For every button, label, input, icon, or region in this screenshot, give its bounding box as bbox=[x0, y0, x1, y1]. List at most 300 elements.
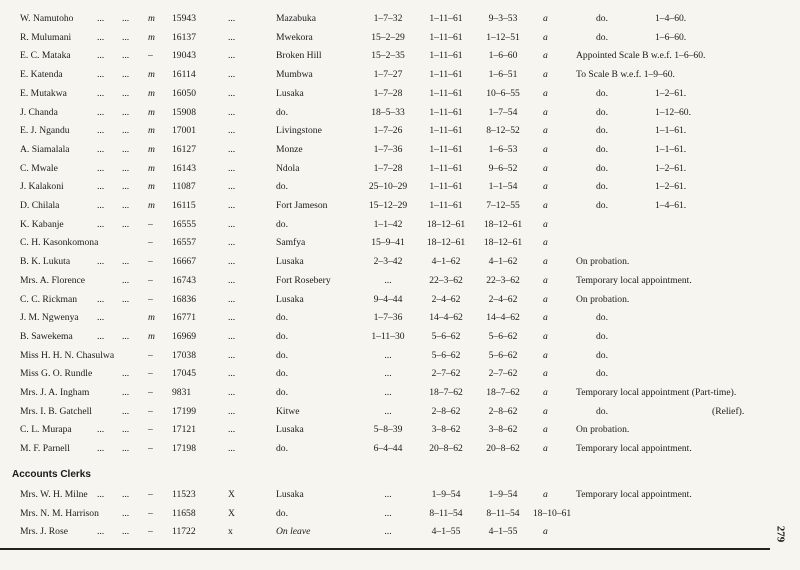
marker-cell: ... bbox=[228, 162, 236, 174]
remarks-cell: do. bbox=[596, 143, 608, 155]
appointment-date-cell: 5–6–62 bbox=[431, 349, 461, 361]
number-cell: 19043 bbox=[172, 50, 196, 62]
name-cell: K. Kabanje bbox=[20, 218, 64, 230]
table-row bbox=[0, 85, 800, 103]
appointment-date-cell: 4–1–62 bbox=[431, 256, 461, 268]
leader-dots: ... bbox=[122, 162, 130, 174]
table-row bbox=[0, 160, 800, 178]
station-cell: do. bbox=[276, 368, 288, 380]
class-cell: a bbox=[543, 237, 548, 249]
remarks-date-cell: 1–2–61. bbox=[655, 87, 687, 99]
table-row bbox=[0, 421, 800, 439]
remarks-cell: On probation. bbox=[576, 293, 630, 305]
table-row bbox=[0, 178, 800, 196]
remarks-date-cell: 1–1–61. bbox=[655, 125, 687, 137]
marital-flag-cell: – bbox=[148, 237, 153, 249]
number-cell: 16555 bbox=[172, 218, 196, 230]
station-cell: Lusaka bbox=[276, 87, 304, 99]
leader-dots: ... bbox=[97, 162, 105, 174]
class-cell: a bbox=[543, 87, 548, 99]
remarks-cell: do. bbox=[596, 405, 608, 417]
service-date-cell: 1–1–54 bbox=[488, 181, 518, 193]
service-date-cell: 9–6–52 bbox=[488, 162, 518, 174]
marital-flag-cell: m bbox=[148, 330, 155, 342]
birth-date-cell: ... bbox=[384, 489, 392, 500]
marital-flag-cell: – bbox=[148, 387, 153, 398]
marital-flag-cell: – bbox=[148, 443, 153, 455]
name-cell: C. C. Rickman bbox=[20, 293, 78, 305]
leader-dots: ... bbox=[122, 13, 130, 24]
remarks-cell: do. bbox=[596, 106, 608, 118]
table-row bbox=[0, 403, 800, 421]
name-cell: Miss H. H. N. Chasulwa bbox=[20, 349, 115, 361]
remarks-cell: do. bbox=[596, 162, 608, 174]
number-cell: 11087 bbox=[172, 181, 196, 193]
leader-dots: ... bbox=[97, 31, 105, 43]
birth-date-cell: 1–7–28 bbox=[373, 162, 403, 174]
leader-dots: ... bbox=[122, 526, 130, 537]
section-heading: Accounts Clerks bbox=[12, 469, 91, 480]
marital-flag-cell: – bbox=[148, 368, 153, 380]
leader-dots: ... bbox=[97, 13, 105, 24]
number-cell: 17198 bbox=[172, 443, 196, 455]
leader-dots: ... bbox=[97, 424, 105, 436]
class-cell: a bbox=[543, 200, 548, 211]
station-cell: Fort Jameson bbox=[276, 200, 328, 211]
class-cell: a bbox=[543, 293, 548, 305]
service-date-cell: 18–12–61 bbox=[483, 218, 523, 230]
bottom-rule bbox=[0, 548, 770, 550]
station-cell: Lusaka bbox=[276, 489, 304, 500]
birth-date-cell: 1–7–27 bbox=[373, 69, 403, 81]
remarks-date-cell: 1–4–61. bbox=[655, 200, 687, 211]
class-cell: a bbox=[543, 349, 548, 361]
appointment-date-cell: 1–11–61 bbox=[429, 125, 463, 137]
leader-dots: ... bbox=[122, 387, 130, 398]
name-cell: A. Siamalala bbox=[20, 143, 70, 155]
marital-flag-cell: – bbox=[148, 405, 153, 417]
service-date-cell: 8–12–52 bbox=[486, 125, 520, 137]
class-cell: a bbox=[543, 526, 548, 537]
marital-flag-cell: – bbox=[148, 507, 153, 519]
service-date-cell: 8–11–54 bbox=[486, 507, 520, 519]
number-cell: 17045 bbox=[172, 368, 196, 380]
birth-date-cell: 15–12–29 bbox=[368, 200, 408, 211]
station-cell: Lusaka bbox=[276, 256, 304, 268]
leader-dots: ... bbox=[97, 293, 105, 305]
birth-date-cell: ... bbox=[384, 405, 392, 417]
marital-flag-cell: m bbox=[148, 162, 155, 174]
leader-dots: ... bbox=[97, 143, 105, 155]
marital-flag-cell: – bbox=[148, 218, 153, 230]
service-date-cell: 20–8–62 bbox=[486, 443, 520, 455]
marital-flag-cell: m bbox=[148, 106, 155, 118]
number-cell: 11523 bbox=[172, 489, 196, 500]
marker-cell: ... bbox=[228, 443, 236, 455]
birth-date-cell: 1–7–36 bbox=[373, 312, 403, 324]
class-cell: a bbox=[543, 368, 548, 380]
appointment-date-cell: 1–11–61 bbox=[429, 162, 463, 174]
station-cell: do. bbox=[276, 218, 288, 230]
marital-flag-cell: – bbox=[148, 349, 153, 361]
leader-dots: ... bbox=[122, 69, 130, 81]
name-cell: Mrs. A. Florence bbox=[20, 274, 86, 286]
remarks-cell: do. bbox=[596, 200, 608, 211]
appointment-date-cell: 1–11–61 bbox=[429, 181, 463, 193]
name-cell: J. Kalakoni bbox=[20, 181, 64, 193]
name-cell: B. Sawekema bbox=[20, 330, 73, 342]
number-cell: 17199 bbox=[172, 405, 196, 417]
remarks-date-cell: 1–4–60. bbox=[655, 13, 687, 24]
appointment-date-cell: 1–11–61 bbox=[429, 13, 463, 24]
class-cell: a bbox=[543, 218, 548, 230]
appointment-date-cell: 1–11–61 bbox=[429, 143, 463, 155]
number-cell: 16836 bbox=[172, 293, 196, 305]
birth-date-cell: 6–4–44 bbox=[373, 443, 403, 455]
number-cell: 17121 bbox=[172, 424, 196, 436]
marital-flag-cell: – bbox=[148, 256, 153, 268]
marker-cell: ... bbox=[228, 274, 236, 286]
name-cell: R. Mulumani bbox=[20, 31, 72, 43]
marital-flag-cell: m bbox=[148, 13, 155, 24]
name-cell: E. Mutakwa bbox=[20, 87, 67, 99]
marker-cell: ... bbox=[228, 69, 236, 81]
number-cell: 16115 bbox=[172, 200, 196, 211]
marital-flag-cell: m bbox=[148, 312, 155, 324]
marker-cell: ... bbox=[228, 349, 236, 361]
birth-date-cell: ... bbox=[384, 387, 392, 398]
name-cell: J. Chanda bbox=[20, 106, 58, 118]
remarks-date-cell: 1–12–60. bbox=[655, 106, 691, 118]
leader-dots: ... bbox=[97, 69, 105, 81]
station-cell: do. bbox=[276, 349, 288, 361]
appointment-date-cell: 14–4–62 bbox=[429, 312, 463, 324]
page-number: 279 bbox=[774, 525, 787, 543]
class-cell: a bbox=[543, 330, 548, 342]
birth-date-cell: 15–2–29 bbox=[371, 31, 405, 43]
table-row bbox=[0, 505, 800, 523]
service-date-cell: 22–3–62 bbox=[486, 274, 520, 286]
marital-flag-cell: m bbox=[148, 200, 155, 211]
table-row bbox=[0, 216, 800, 234]
birth-date-cell: 9–4–44 bbox=[373, 293, 403, 305]
marker-cell: ... bbox=[228, 368, 236, 380]
name-cell: Mrs. J. Rose bbox=[20, 526, 68, 537]
table-row bbox=[0, 486, 800, 504]
leader-dots: ... bbox=[97, 125, 105, 137]
station-cell: On leave bbox=[276, 526, 311, 537]
class-cell: a bbox=[543, 162, 548, 174]
marker-cell: ... bbox=[228, 237, 236, 249]
class-cell: a bbox=[543, 274, 548, 286]
appointment-date-cell: 1–11–61 bbox=[429, 69, 463, 81]
station-cell: Mumbwa bbox=[276, 69, 313, 81]
service-date-cell: 7–12–55 bbox=[486, 200, 520, 211]
table-row bbox=[0, 253, 800, 271]
number-cell: 16771 bbox=[172, 312, 196, 324]
remarks-cell: Appointed Scale B w.e.f. 1–6–60. bbox=[576, 50, 706, 62]
marker-cell: ... bbox=[228, 87, 236, 99]
table-row bbox=[0, 141, 800, 159]
marital-flag-cell: – bbox=[148, 50, 153, 62]
number-cell: 16743 bbox=[172, 274, 196, 286]
marker-cell: ... bbox=[228, 330, 236, 342]
birth-date-cell: 1–7–28 bbox=[373, 87, 403, 99]
marker-cell: ... bbox=[228, 143, 236, 155]
class-cell: a bbox=[543, 31, 548, 43]
table-row bbox=[0, 309, 800, 327]
name-cell: B. K. Lukuta bbox=[20, 256, 71, 268]
number-cell: 17038 bbox=[172, 349, 196, 361]
number-cell: 9831 bbox=[172, 387, 192, 398]
leader-dots: ... bbox=[122, 50, 130, 62]
class-cell: a bbox=[543, 256, 548, 268]
birth-date-cell: 25–10–29 bbox=[368, 181, 408, 193]
remarks-cell: do. bbox=[596, 312, 608, 324]
service-date-cell: 4–1–62 bbox=[488, 256, 518, 268]
appointment-date-cell: 1–11–61 bbox=[429, 200, 463, 211]
class-cell: a bbox=[543, 143, 548, 155]
birth-date-cell: ... bbox=[384, 368, 392, 380]
number-cell: 16114 bbox=[172, 69, 196, 81]
birth-date-cell: 5–8–39 bbox=[373, 424, 403, 436]
remarks-date-cell: 1–2–61. bbox=[655, 181, 687, 193]
class-cell: a bbox=[543, 443, 548, 455]
appointment-date-cell: 5–6–62 bbox=[431, 330, 461, 342]
remarks-date-cell: 1–6–60. bbox=[655, 31, 687, 43]
service-date-cell: 3–8–62 bbox=[488, 424, 518, 436]
service-date-cell: 9–3–53 bbox=[488, 13, 518, 24]
remarks-cell: do. bbox=[596, 349, 608, 361]
name-cell: C. Mwale bbox=[20, 162, 58, 174]
marker-cell: ... bbox=[228, 50, 236, 62]
class-cell: a bbox=[543, 405, 548, 417]
marital-flag-cell: – bbox=[148, 489, 153, 500]
number-cell: 16557 bbox=[172, 237, 196, 249]
birth-date-cell: ... bbox=[384, 526, 392, 537]
birth-date-cell: 1–7–36 bbox=[373, 143, 403, 155]
marital-flag-cell: – bbox=[148, 424, 153, 436]
service-date-cell: 1–12–51 bbox=[486, 31, 520, 43]
appointment-date-cell: 18–12–61 bbox=[426, 218, 466, 230]
class-cell: a bbox=[543, 13, 548, 24]
appointment-date-cell: 22–3–62 bbox=[429, 274, 463, 286]
marker-cell: ... bbox=[228, 218, 236, 230]
service-date-cell: 1–9–54 bbox=[488, 489, 518, 500]
marital-flag-cell: – bbox=[148, 526, 153, 537]
leader-dots: ... bbox=[122, 200, 130, 211]
table-row bbox=[0, 272, 800, 290]
remarks-cell: Temporary local appointment. bbox=[576, 443, 692, 455]
class-cell: a bbox=[543, 387, 548, 398]
name-cell: Mrs. J. A. Ingham bbox=[20, 387, 90, 398]
station-cell: Lusaka bbox=[276, 293, 304, 305]
service-date-cell: 5–6–62 bbox=[488, 349, 518, 361]
class-cell: a bbox=[543, 181, 548, 193]
class-cell: a bbox=[543, 312, 548, 324]
number-cell: 15908 bbox=[172, 106, 196, 118]
remarks-cell: To Scale B w.e.f. 1–9–60. bbox=[576, 69, 675, 81]
leader-dots: ... bbox=[122, 106, 130, 118]
marital-flag-cell: m bbox=[148, 31, 155, 43]
name-cell: D. Chilala bbox=[20, 200, 60, 211]
class-cell: a bbox=[543, 125, 548, 137]
leader-dots: ... bbox=[97, 526, 105, 537]
service-date-cell: 1–7–54 bbox=[488, 106, 518, 118]
station-cell: Mwekora bbox=[276, 31, 313, 43]
birth-date-cell: ... bbox=[384, 274, 392, 286]
leader-dots: ... bbox=[122, 405, 130, 417]
service-date-cell: 18–12–61 bbox=[483, 237, 523, 249]
leader-dots: ... bbox=[122, 87, 130, 99]
service-date-cell: 18–7–62 bbox=[486, 387, 520, 398]
number-cell: 11658 bbox=[172, 507, 196, 519]
remarks-cell: do. bbox=[596, 31, 608, 43]
service-date-cell: 1–6–51 bbox=[488, 69, 518, 81]
service-date-cell: 1–6–60 bbox=[488, 50, 518, 62]
station-cell: Broken Hill bbox=[276, 50, 322, 62]
marital-flag-cell: m bbox=[148, 87, 155, 99]
table-row bbox=[0, 347, 800, 365]
leader-dots: ... bbox=[97, 50, 105, 62]
appointment-date-cell: 2–8–62 bbox=[431, 405, 461, 417]
station-cell: do. bbox=[276, 330, 288, 342]
remarks-cell: On probation. bbox=[576, 256, 630, 268]
station-cell: Kitwe bbox=[276, 405, 300, 417]
birth-date-cell: 2–3–42 bbox=[373, 256, 403, 268]
marital-flag-cell: m bbox=[148, 69, 155, 81]
marker-cell: X bbox=[228, 489, 235, 500]
service-date-cell: 2–4–62 bbox=[488, 293, 518, 305]
station-cell: do. bbox=[276, 387, 288, 398]
station-cell: Monze bbox=[276, 143, 303, 155]
class-cell: a bbox=[543, 69, 548, 81]
number-cell: 16137 bbox=[172, 31, 196, 43]
table-row bbox=[0, 197, 800, 215]
birth-date-cell: 1–1–42 bbox=[373, 218, 403, 230]
table-row bbox=[0, 234, 800, 252]
class-cell: a bbox=[543, 50, 548, 62]
table-row bbox=[0, 47, 800, 65]
table-row bbox=[0, 10, 800, 28]
service-date-cell: 10–6–55 bbox=[486, 87, 520, 99]
station-cell: do. bbox=[276, 507, 288, 519]
leader-dots: ... bbox=[97, 218, 105, 230]
leader-dots: ... bbox=[122, 330, 130, 342]
marker-cell: ... bbox=[228, 200, 236, 211]
marital-flag-cell: – bbox=[148, 274, 153, 286]
appointment-date-cell: 1–11–61 bbox=[429, 106, 463, 118]
name-cell: Mrs. N. M. Harrison bbox=[20, 507, 99, 519]
appointment-date-cell: 2–7–62 bbox=[431, 368, 461, 380]
marker-cell: ... bbox=[228, 256, 236, 268]
table-row bbox=[0, 291, 800, 309]
leader-dots: ... bbox=[122, 31, 130, 43]
birth-date-cell: 1–11–30 bbox=[371, 330, 405, 342]
remarks-date-cell: 1–2–61. bbox=[655, 162, 687, 174]
leader-dots: ... bbox=[122, 507, 130, 519]
appointment-date-cell: 3–8–62 bbox=[431, 424, 461, 436]
table-row bbox=[0, 523, 800, 541]
remarks-cell: do. bbox=[596, 181, 608, 193]
birth-date-cell: ... bbox=[384, 349, 392, 361]
termination-date-cell: 18–10–61 bbox=[532, 507, 572, 519]
class-cell: a bbox=[543, 489, 548, 500]
number-cell: 11722 bbox=[172, 526, 196, 537]
service-date-cell: 1–6–53 bbox=[488, 143, 518, 155]
appointment-date-cell: 4–1–55 bbox=[431, 526, 461, 537]
name-cell: Miss G. O. Rundle bbox=[20, 368, 93, 380]
leader-dots: ... bbox=[122, 143, 130, 155]
marker-cell: ... bbox=[228, 424, 236, 436]
name-cell: M. F. Parnell bbox=[20, 443, 70, 455]
station-cell: Livingstone bbox=[276, 125, 322, 137]
marker-cell: ... bbox=[228, 106, 236, 118]
leader-dots: ... bbox=[122, 368, 130, 380]
leader-dots: ... bbox=[122, 274, 130, 286]
birth-date-cell: 15–9–41 bbox=[371, 237, 405, 249]
marker-cell: ... bbox=[228, 293, 236, 305]
name-cell: E. C. Mataka bbox=[20, 50, 71, 62]
name-cell: C. L. Murapa bbox=[20, 424, 72, 436]
table-row bbox=[0, 104, 800, 122]
station-cell: do. bbox=[276, 181, 288, 193]
station-cell: do. bbox=[276, 443, 288, 455]
leader-dots: ... bbox=[122, 181, 130, 193]
class-cell: a bbox=[543, 106, 548, 118]
station-cell: Fort Rosebery bbox=[276, 274, 331, 286]
remarks-date-cell: 1–1–61. bbox=[655, 143, 687, 155]
station-cell: Mazabuka bbox=[276, 13, 316, 24]
name-cell: Mrs. W. H. Milne bbox=[20, 489, 88, 500]
birth-date-cell: 1–7–26 bbox=[373, 125, 403, 137]
leader-dots: ... bbox=[97, 489, 105, 500]
appointment-date-cell: 18–7–62 bbox=[429, 387, 463, 398]
remarks-cell: Temporary local appointment. bbox=[576, 489, 692, 500]
remarks-date-cell: (Relief). bbox=[712, 405, 745, 417]
service-date-cell: 5–6–62 bbox=[488, 330, 518, 342]
name-cell: C. H. Kasonkomona bbox=[20, 237, 99, 249]
leader-dots: ... bbox=[97, 443, 105, 455]
marital-flag-cell: m bbox=[148, 125, 155, 137]
marital-flag-cell: – bbox=[148, 293, 153, 305]
service-date-cell: 2–8–62 bbox=[488, 405, 518, 417]
remarks-cell: Temporary local appointment (Part-time). bbox=[576, 387, 737, 398]
appointment-date-cell: 1–11–61 bbox=[429, 31, 463, 43]
birth-date-cell: ... bbox=[384, 507, 392, 519]
table-row bbox=[0, 122, 800, 140]
marker-cell: x bbox=[228, 526, 233, 537]
leader-dots: ... bbox=[122, 443, 130, 455]
leader-dots: ... bbox=[122, 489, 130, 500]
table-row bbox=[0, 440, 800, 458]
appointment-date-cell: 18–12–61 bbox=[426, 237, 466, 249]
service-date-cell: 14–4–62 bbox=[486, 312, 520, 324]
leader-dots: ... bbox=[97, 312, 105, 324]
name-cell: W. Namutoho bbox=[20, 13, 74, 24]
number-cell: 16050 bbox=[172, 87, 196, 99]
table-row bbox=[0, 29, 800, 47]
marker-cell: ... bbox=[228, 405, 236, 417]
marker-cell: ... bbox=[228, 125, 236, 137]
name-cell: E. J. Ngandu bbox=[20, 125, 70, 137]
station-cell: Lusaka bbox=[276, 424, 304, 436]
remarks-cell: do. bbox=[596, 368, 608, 380]
number-cell: 16143 bbox=[172, 162, 196, 174]
name-cell: Mrs. I. B. Gatchell bbox=[20, 405, 92, 417]
table-row bbox=[0, 328, 800, 346]
leader-dots: ... bbox=[97, 87, 105, 99]
